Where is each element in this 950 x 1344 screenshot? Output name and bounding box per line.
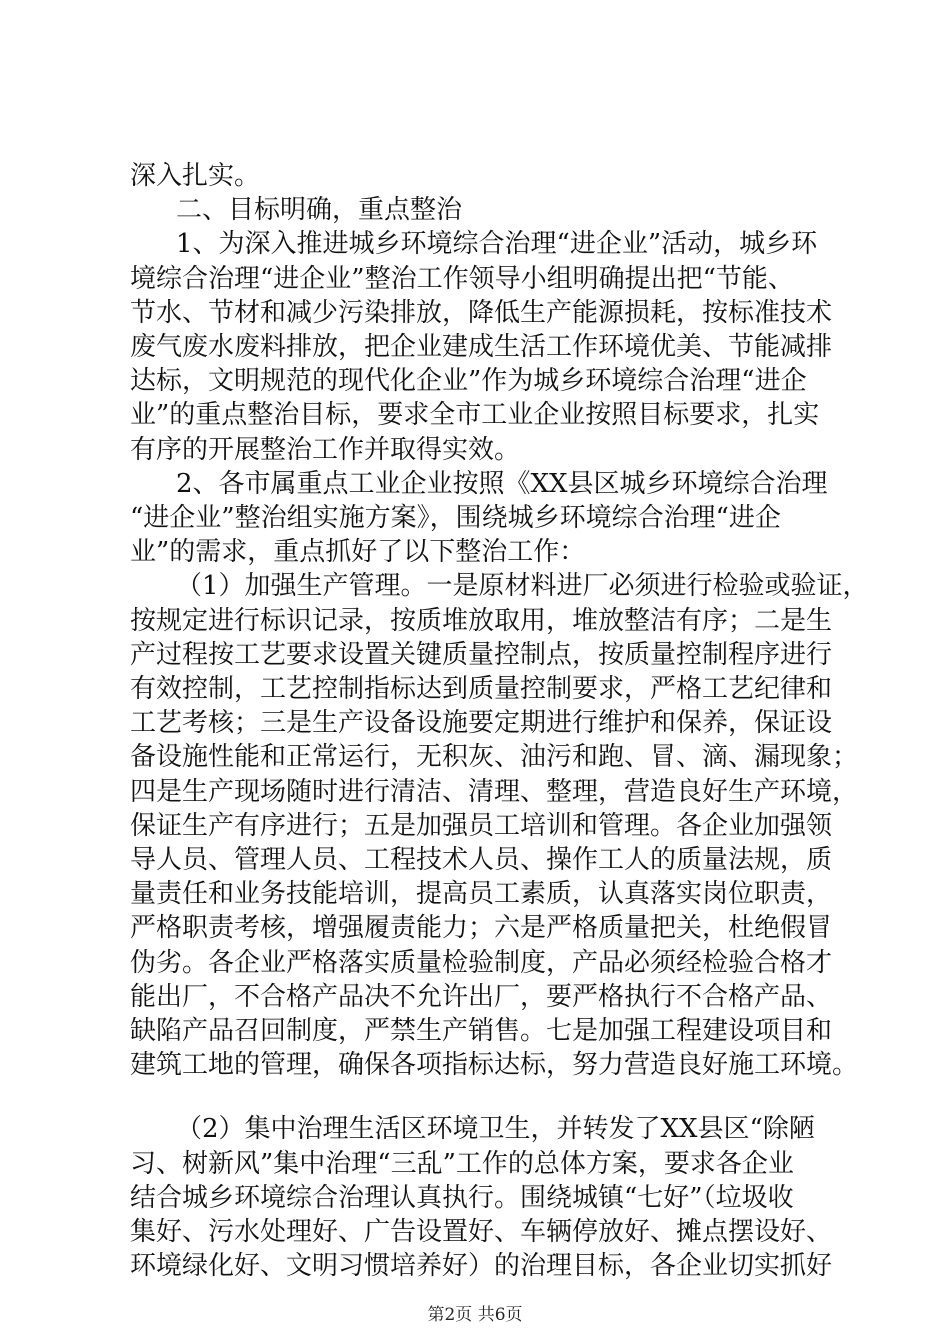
paragraph-line: 集好、污水处理好、广告设置好、车辆停放好、摊点摆设好、	[130, 1217, 833, 1247]
paragraph-line: 深入扎实。	[130, 161, 261, 191]
paragraph-line: （1）加强生产管理。一是原材料进厂必须进行检验或验证，	[176, 571, 869, 601]
paragraph-line: 境综合治理“进企业”整治工作领导小组明确提出把“节能、	[130, 264, 794, 294]
paragraph-line: 产过程按工艺要求设置关键质量控制点，按质量控制程序进行	[130, 640, 833, 670]
paragraph-line: 量责任和业务技能培训，提高员工素质，认真落实岗位职责，	[130, 879, 833, 909]
paragraph-line: 环境绿化好、文明习惯培养好）的治理目标，各企业切实抓好	[130, 1251, 833, 1281]
paragraph-line: 2、各市属重点工业企业按照《XX县区城乡环境综合治理	[176, 469, 828, 499]
paragraph-line: 建筑工地的管理，确保各项指标达标，努力营造良好施工环境。	[130, 1050, 859, 1080]
paragraph-line: （2）集中治理生活区环境卫生，并转发了XX县区“除陋	[176, 1114, 815, 1144]
paragraph-line: 有序的开展整治工作并取得实效。	[130, 435, 521, 465]
paragraph-line: 缺陷产品召回制度，严禁生产销售。七是加强工程建设项目和	[130, 1016, 833, 1046]
paragraph-line: 业”的需求，重点抓好了以下整治工作：	[130, 537, 586, 567]
paragraph-line: 习、树新风”集中治理“三乱”工作的总体方案，要求各企业	[130, 1149, 794, 1179]
paragraph-line: 达标，文明规范的现代化企业”作为城乡环境综合治理“进企	[130, 366, 807, 396]
paragraph-line: 工艺考核；三是生产设备设施要定期进行维护和保养，保证设	[130, 708, 833, 738]
page-footer: 第2页 共6页	[427, 1305, 523, 1325]
paragraph-line: 有效控制，工艺控制指标达到质量控制要求，严格工艺纪律和	[130, 674, 833, 704]
paragraph-line: 废气废水废料排放，把企业建成生活工作环境优美、节能减排	[130, 332, 833, 362]
paragraph-line: 业”的重点整治目标，要求全市工业企业按照目标要求，扎实	[130, 400, 820, 430]
paragraph-line: 导人员、管理人员、工程技术人员、操作工人的质量法规，质	[130, 845, 833, 875]
paragraph-line: 结合城乡环境综合治理认真执行。围绕城镇“七好”（垃圾收	[130, 1183, 794, 1213]
paragraph-line: 严格职责考核，增强履责能力；六是严格质量把关，杜绝假冒	[130, 913, 833, 943]
paragraph-line: 保证生产有序进行；五是加强员工培训和管理。各企业加强领	[130, 811, 833, 841]
paragraph-line: 伪劣。各企业严格落实质量检验制度，产品必须经检验合格才	[130, 948, 833, 978]
paragraph-line: 四是生产现场随时进行清洁、清理、整理，营造良好生产环境，	[130, 777, 859, 807]
paragraph-line: 能出厂，不合格产品决不允许出厂，要严格执行不合格产品、	[130, 982, 833, 1012]
paragraph-line: 节水、节材和减少污染排放，降低生产能源损耗，按标准技术	[130, 298, 833, 328]
section-heading: 二、目标明确，重点整治	[176, 195, 463, 225]
paragraph-line: 1、为深入推进城乡环境综合治理“进企业”活动，城乡环	[176, 229, 818, 259]
paragraph-line: 备设施性能和正常运行，无积灰、油污和跑、冒、滴、漏现象；	[130, 742, 859, 772]
paragraph-line: 按规定进行标识记录，按质堆放取用，堆放整洁有序；二是生	[130, 606, 833, 636]
paragraph-line: “进企业”整治组实施方案》，围绕城乡环境综合治理“进企	[130, 503, 781, 533]
